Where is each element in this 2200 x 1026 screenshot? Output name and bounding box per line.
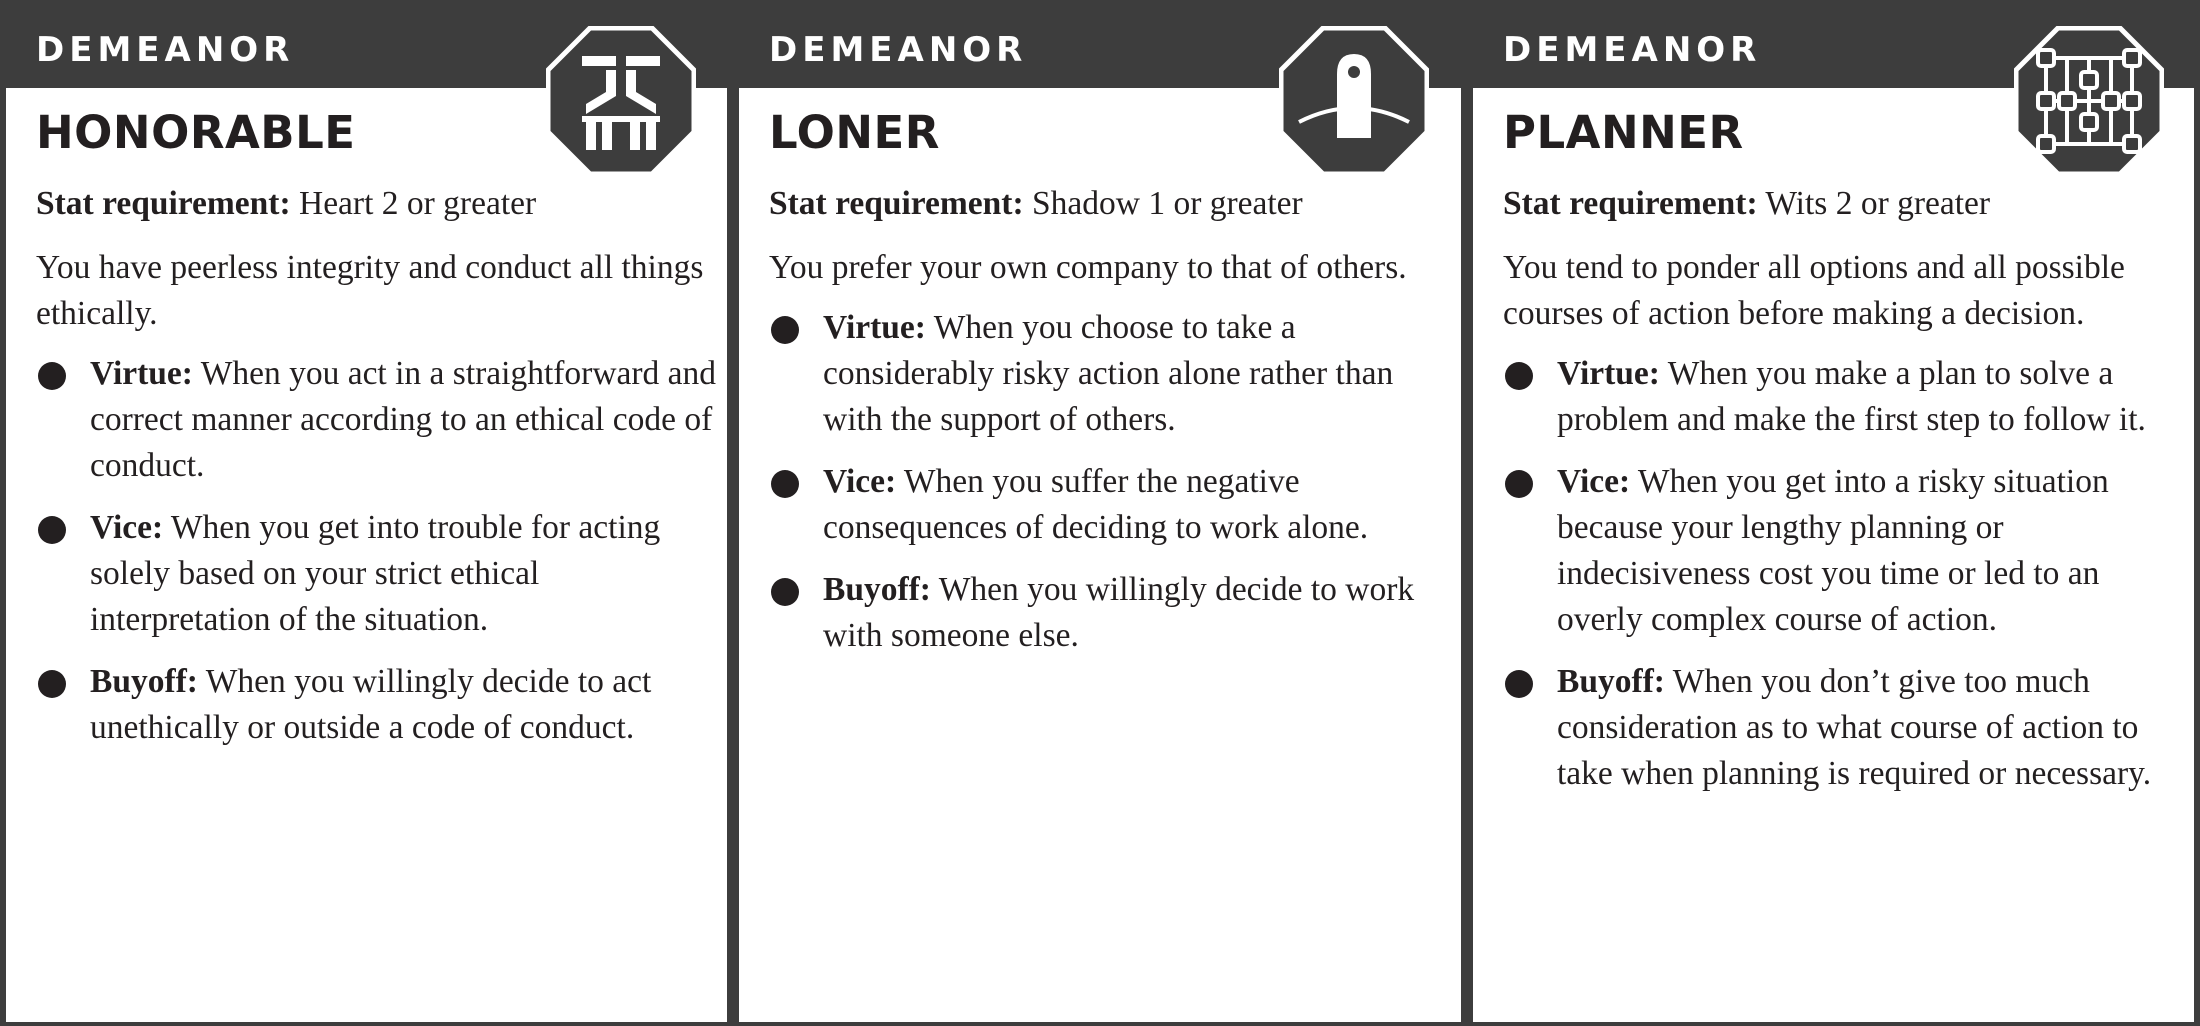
trait-text: When you suffer the negative consequences of deciding to work alone. — [823, 463, 1369, 546]
trait-buyoff — [36, 659, 717, 751]
stat-value: Wits 2 or greater — [1757, 185, 1991, 222]
bullet-icon — [38, 516, 66, 544]
card-title: PLANNER — [1503, 106, 1744, 159]
card-body — [739, 88, 1461, 1022]
bullet-icon — [1505, 670, 1533, 698]
card-loner — [733, 0, 1467, 1026]
trait-text: When you make a plan to solve a problem and make the first step to follow it. — [1557, 355, 2146, 438]
trait-text: When you choose to take a considerably risky action alone rather than with the support of others. — [823, 309, 1394, 438]
trait-text: When you willingly decide to work with someone else. — [823, 571, 1415, 654]
trait-list — [769, 305, 1451, 659]
trait-label: Vice: — [1557, 463, 1631, 500]
stat-label: Stat requirement: — [769, 185, 1024, 222]
trait-buyoff — [769, 567, 1451, 659]
bullet-icon — [38, 670, 66, 698]
trait-vice — [1503, 459, 2184, 643]
card-title: LONER — [769, 106, 940, 159]
lone-figure-icon — [1279, 26, 1429, 176]
bullet-icon — [771, 578, 799, 606]
card-planner — [1467, 0, 2200, 1026]
trait-label: Vice: — [90, 509, 164, 546]
card-content — [36, 181, 717, 767]
trait-list — [36, 351, 717, 751]
stat-value: Shadow 1 or greater — [1023, 185, 1303, 222]
bullet-icon — [1505, 470, 1533, 498]
trait-text: When you willingly decide to act unethically or outside a code of conduct. — [90, 663, 652, 746]
trait-label: Virtue: — [90, 355, 193, 392]
trait-label: Buyoff: — [823, 571, 931, 608]
bullet-icon — [771, 316, 799, 344]
card-description: You have peerless integrity and conduct all things ethically. — [36, 249, 704, 332]
stat-requirement — [36, 181, 717, 227]
trait-text: When you get into a risky situation because your lengthy planning or indecisiveness cost you time or led to an overly complex course of action. — [1557, 463, 2109, 638]
grid-network-icon — [2014, 26, 2164, 176]
trait-label: Virtue: — [1557, 355, 1660, 392]
stat-requirement — [1503, 181, 2184, 227]
bullet-icon — [38, 362, 66, 390]
card-content — [769, 181, 1451, 675]
trait-vice — [769, 459, 1451, 551]
trait-virtue — [769, 305, 1451, 443]
trait-label: Virtue: — [823, 309, 926, 346]
card-content — [1503, 181, 2184, 813]
trait-vice — [36, 505, 717, 643]
card-description: You tend to ponder all options and all possible courses of action before making a decision. — [1503, 249, 2125, 332]
trait-buyoff — [1503, 659, 2184, 797]
pillars-icon — [546, 26, 696, 176]
trait-virtue — [1503, 351, 2184, 443]
trait-list — [1503, 351, 2184, 797]
bullet-icon — [771, 470, 799, 498]
trait-virtue — [36, 351, 717, 489]
bullet-icon — [1505, 362, 1533, 390]
card-category: DEMEANOR — [769, 30, 1028, 70]
stat-value: Heart 2 or greater — [290, 185, 537, 222]
card-honorable — [0, 0, 733, 1026]
trait-text: When you don’t give too much consideration as to what course of action to take when planning is required or necessary. — [1557, 663, 2152, 792]
stat-label: Stat requirement: — [36, 185, 291, 222]
card-title: HONORABLE — [36, 106, 356, 159]
trait-label: Buyoff: — [90, 663, 198, 700]
trait-text: When you act in a straightforward and correct manner according to an ethical code of conduct. — [90, 355, 717, 484]
card-category: DEMEANOR — [1503, 30, 1762, 70]
card-category: DEMEANOR — [36, 30, 295, 70]
trait-label: Buyoff: — [1557, 663, 1665, 700]
card-body — [6, 88, 727, 1022]
card-description: You prefer your own company to that of others. — [769, 249, 1407, 286]
trait-text: When you get into trouble for acting solely based on your strict ethical interpretation of the situation. — [90, 509, 661, 638]
stat-requirement — [769, 181, 1451, 227]
stat-label: Stat requirement: — [1503, 185, 1758, 222]
trait-label: Vice: — [823, 463, 897, 500]
card-body — [1473, 88, 2194, 1022]
